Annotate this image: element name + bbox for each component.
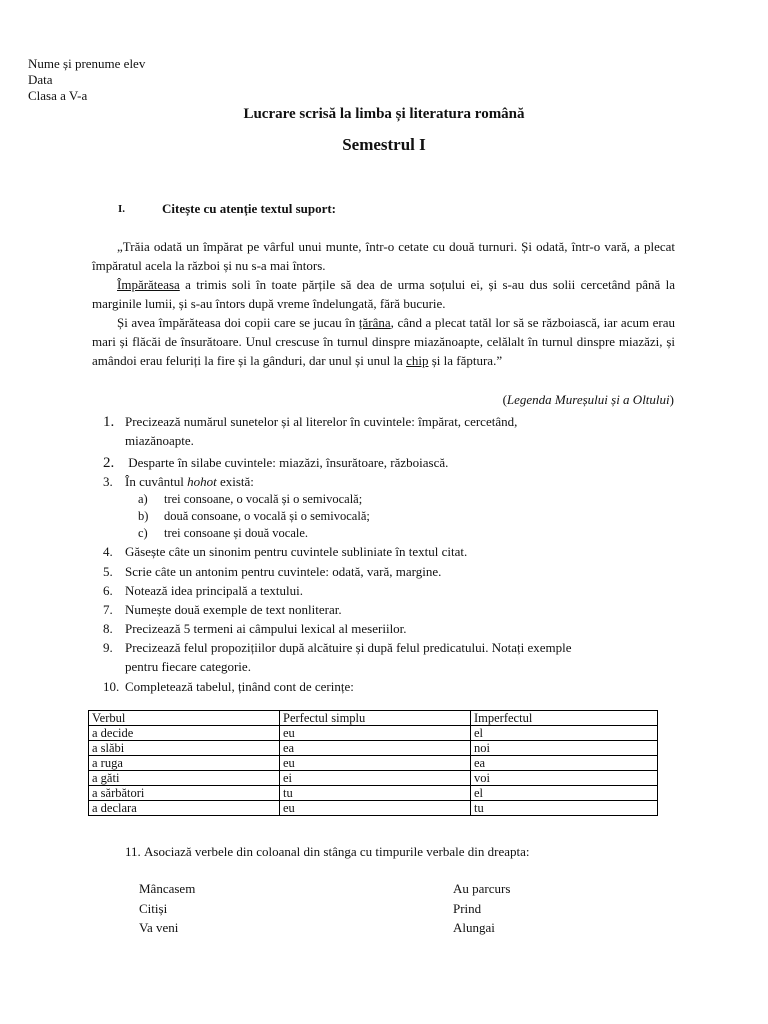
- question-1-cont: miazănoapte.: [125, 433, 194, 448]
- table-row: [89, 771, 658, 786]
- question-7: 7. Numește două exemple de text nonliterar.: [103, 602, 342, 617]
- table-row: [89, 726, 658, 741]
- table-cell: eu: [280, 801, 471, 816]
- table-header-cell: Perfectul simplu: [280, 711, 471, 726]
- table-cell: a găti: [89, 771, 280, 786]
- underlined-word: țărâna: [358, 315, 391, 330]
- option-b: b) două consoane, o vocală și o semivocală;: [138, 509, 370, 523]
- left-verb: Va veni: [139, 920, 179, 935]
- table-cell: a decide: [89, 726, 280, 741]
- table-header-cell: Verbul: [89, 711, 280, 726]
- table-cell: noi: [471, 741, 658, 756]
- table-header-row: [89, 711, 658, 726]
- table-cell: voi: [471, 771, 658, 786]
- right-tense: Alungai: [453, 920, 495, 935]
- table-cell: a sărbători: [89, 786, 280, 801]
- table-cell: el: [471, 726, 658, 741]
- table-cell: a slăbi: [89, 741, 280, 756]
- question-9-cont: pentru fiecare categorie.: [125, 659, 251, 674]
- table-row: [89, 786, 658, 801]
- table-row: [89, 756, 658, 771]
- table-cell: eu: [280, 756, 471, 771]
- option-a: a) trei consoane, o vocală și o semivocală;: [138, 492, 363, 506]
- verb-table: [88, 710, 658, 816]
- table-cell: a ruga: [89, 756, 280, 771]
- underlined-word: chip: [406, 353, 429, 368]
- underlined-word: Împărăteasa: [117, 277, 180, 292]
- table-header-cell: Imperfectul: [471, 711, 658, 726]
- left-verb: Mâncasem: [139, 881, 196, 896]
- table-cell: el: [471, 786, 658, 801]
- text-paragraph-3: Și avea împărăteasa doi copii care se jucau în țărâna, când a plecat tatăl lor să se războiască, iar acum erau mari și flăcăi de însurătoare. Unul crescuse în turnul dinspre miazănoapte, celălalt în turnul dinspre miazăzi, și amândoi erau feluriți la fire și la gânduri, dar unul și unul la chip și la făptura.”: [92, 315, 675, 368]
- table-cell: ei: [280, 771, 471, 786]
- question-8: 8. Precizează 5 termeni ai câmpului lexical al meseriilor.: [103, 621, 407, 636]
- page-title: Lucrare scrisă la limba și literatura română: [243, 106, 525, 122]
- question-9: 9. Precizează felul propozițiilor după alcătuire și după felul predicatului. Notați exemple: [103, 640, 572, 655]
- section-heading: Citește cu atenție textul suport:: [162, 201, 337, 216]
- question-10: 10. Completează tabelul, ținând cont de cerințe:: [103, 679, 354, 694]
- question-5: 5. Scrie câte un antonim pentru cuvintele: odată, vară, margine.: [103, 564, 442, 579]
- question-6: 6. Notează idea principală a textului.: [103, 583, 303, 598]
- question-2: 2. Desparte în silabe cuvintele: miazăzi, însurătoare, războiască.: [103, 455, 449, 471]
- table-row: [89, 801, 658, 816]
- right-tense: Au parcurs: [453, 881, 511, 896]
- option-c: c) trei consoane și două vocale.: [138, 526, 309, 540]
- text-paragraph-2: Împărăteasa a trimis soli în toate părțile să dea de urma soțului ei, și s-au dus solii cercetând până la marginile lumii, și s-au întors după vreme îndelungată, fără bucurie.: [92, 277, 675, 311]
- table-cell: tu: [471, 801, 658, 816]
- table-cell: eu: [280, 726, 471, 741]
- left-verb: Citiși: [139, 901, 168, 916]
- table-row: [89, 741, 658, 756]
- right-tense: Prind: [453, 901, 482, 916]
- class-label: Clasa a V-a: [28, 88, 88, 103]
- table-cell: ea: [471, 756, 658, 771]
- table-cell: ea: [280, 741, 471, 756]
- date-label: Data: [28, 72, 53, 87]
- question-4: 4. Găsește câte un sinonim pentru cuvintele subliniate în textul citat.: [103, 544, 468, 559]
- section-number: I.: [118, 203, 126, 215]
- text-paragraph-1: „Trăia odată un împărat pe vârful unui munte, într-o cetate cu două turnuri. Și odată, într-o vară, a plecat împăratul acela la război și nu s-a mai întors.: [92, 239, 675, 273]
- page-subtitle: Semestrul I: [342, 135, 426, 154]
- question-1: 1. Precizează numărul sunetelor și al literelor în cuvintele: împărat, cercetând,: [103, 414, 518, 430]
- table-cell: a declara: [89, 801, 280, 816]
- table-cell: tu: [280, 786, 471, 801]
- question-11: 11. Asociază verbele din coloanal din stânga cu timpurile verbale din dreapta:: [125, 844, 530, 859]
- student-name-label: Nume și prenume elev: [28, 56, 146, 71]
- question-3: 3. În cuvântul hohot există:: [103, 474, 254, 489]
- text-source: (Legenda Mureșului și a Oltului): [502, 392, 674, 407]
